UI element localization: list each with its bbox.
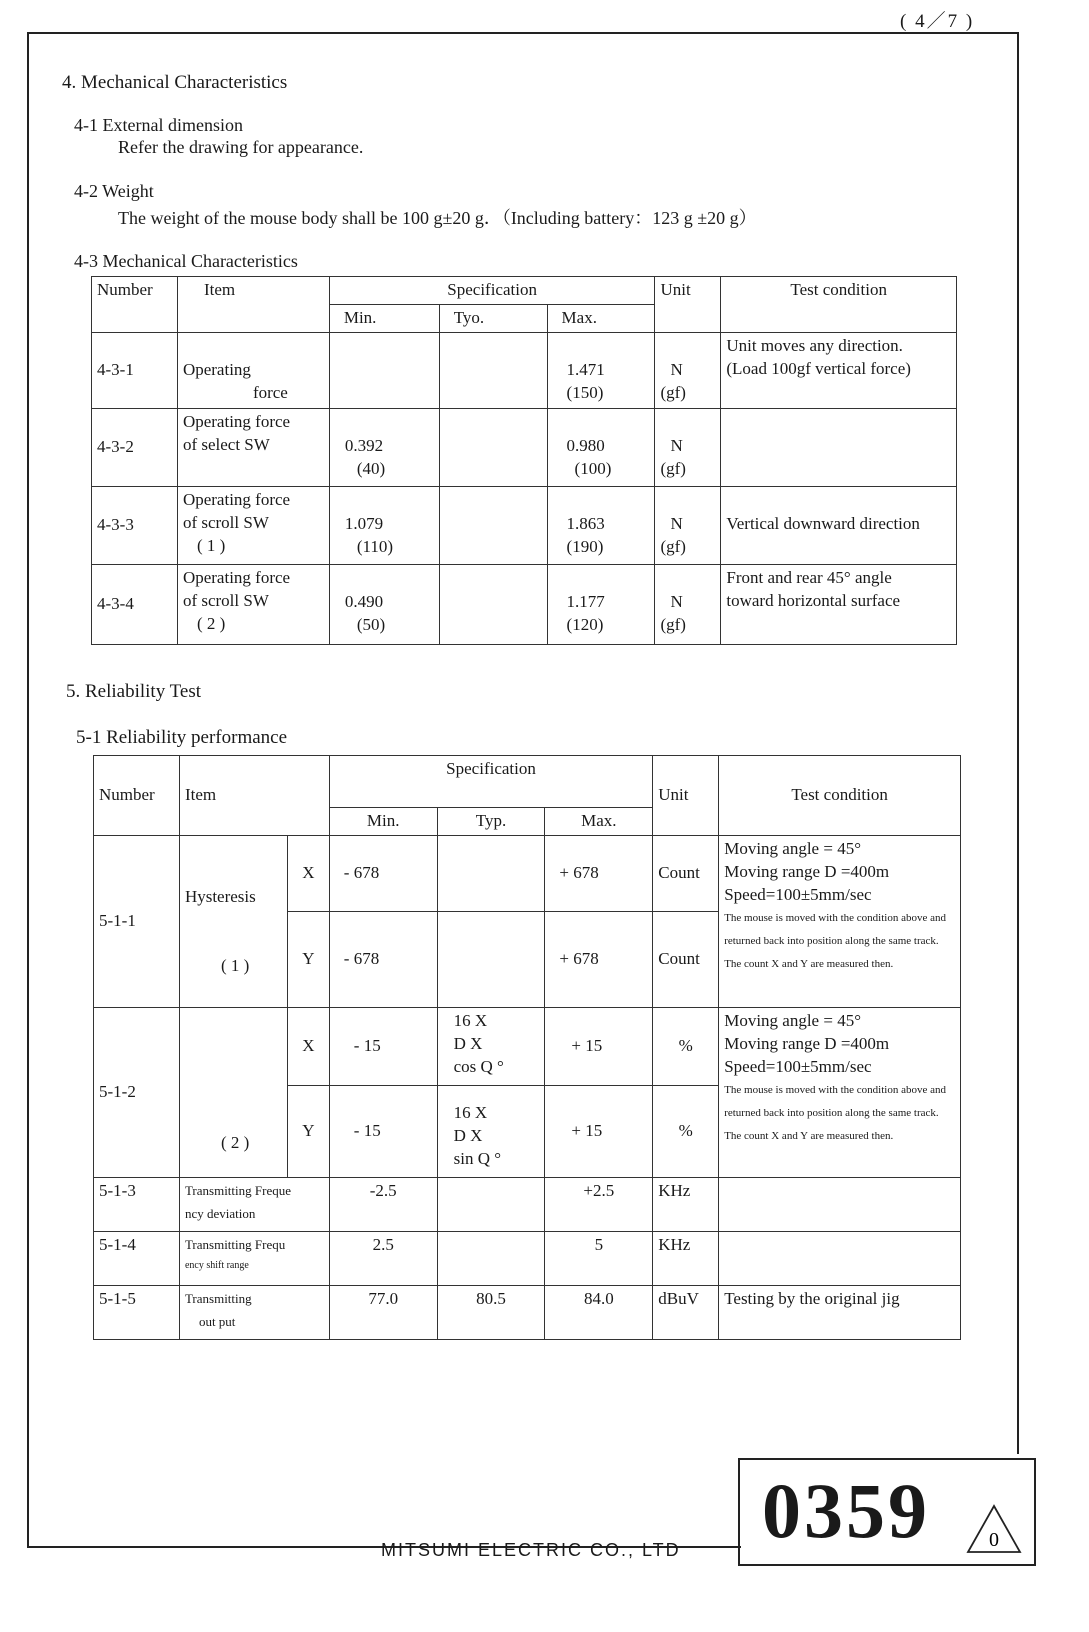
row-min: 77.0 — [329, 1285, 437, 1339]
section-5-title: 5. Reliability Test — [66, 681, 202, 702]
row-unit-x: % — [653, 1007, 719, 1085]
header-min: Min. — [329, 304, 439, 332]
header-number: Number — [92, 277, 178, 333]
row-max: 1.471 (150) — [547, 332, 655, 408]
header-typ: Typ. — [437, 808, 545, 836]
row-test-condition — [719, 1177, 961, 1231]
table-row — [94, 1285, 961, 1339]
row-min-x: - 678 — [329, 835, 437, 911]
company-name: MITSUMI ELECTRIC CO., LTD — [381, 1540, 681, 1560]
row-typ — [439, 564, 547, 644]
row-test-condition — [721, 408, 957, 486]
row-typ — [439, 408, 547, 486]
row-test-condition: Unit moves any direction. (Load 100gf vertical force) — [721, 332, 957, 408]
row-min: 1.079 (110) — [329, 486, 439, 564]
row-unit: N (gf) — [655, 486, 721, 564]
table-row — [92, 486, 957, 564]
row-max-x: + 678 — [545, 835, 653, 911]
header-specification: Specification — [329, 277, 655, 305]
row-test-condition: Testing by the original jig — [719, 1285, 961, 1339]
row-max: 84.0 — [545, 1285, 653, 1339]
row-item: Transmitting Freque ncy deviation — [179, 1177, 329, 1231]
row-axis-y: Y — [287, 911, 329, 1007]
row-item: Operating force of select SW — [177, 408, 329, 486]
row-unit: KHz — [653, 1177, 719, 1231]
row-min: 0.392 (40) — [329, 408, 439, 486]
reliability-performance-table — [93, 755, 961, 1340]
section-4-3-title: 4-3 Mechanical Characteristics — [74, 251, 298, 271]
header-test-condition: Test condition — [721, 277, 957, 333]
section-4-2-text: The weight of the mouse body shall be 100 g±20 g．（Including battery：123 g ±20 g） — [118, 208, 757, 228]
row-number: 5-1-1 — [94, 835, 180, 1007]
row-number: 5-1-4 — [94, 1231, 180, 1285]
header-min: Min. — [329, 808, 437, 836]
row-max-x: + 15 — [545, 1007, 653, 1085]
table-row — [92, 332, 957, 408]
row-max-y: + 15 — [545, 1085, 653, 1177]
row-unit: N (gf) — [655, 564, 721, 644]
row-number: 4-3-2 — [92, 408, 178, 486]
frame-left-border — [27, 32, 29, 1546]
revision-number: 0 — [989, 1529, 999, 1551]
header-item: Item — [177, 277, 329, 333]
header-item: Item — [179, 756, 329, 836]
row-typ — [437, 1177, 545, 1231]
row-typ-x: 16 X D X cos Q ° — [437, 1007, 545, 1085]
row-item: Operating force of scroll SW ( 2 ) — [177, 564, 329, 644]
row-typ: 80.5 — [437, 1285, 545, 1339]
row-axis-y: Y — [287, 1085, 329, 1177]
row-item: Transmitting Frequ ency shift range — [179, 1231, 329, 1285]
section-5-1-title: 5-1 Reliability performance — [76, 727, 288, 748]
row-test-condition: Vertical downward direction — [721, 486, 957, 564]
row-unit: N (gf) — [655, 408, 721, 486]
row-axis-x: X — [287, 1007, 329, 1085]
row-unit: N (gf) — [655, 332, 721, 408]
row-typ-x — [437, 835, 545, 911]
row-typ — [439, 332, 547, 408]
row-unit: KHz — [653, 1231, 719, 1285]
header-number: Number — [94, 756, 180, 836]
row-number: 5-1-3 — [94, 1177, 180, 1231]
row-min: 2.5 — [329, 1231, 437, 1285]
table-row — [92, 564, 957, 644]
row-typ-y — [437, 911, 545, 1007]
section-4-2-title: 4-2 Weight — [74, 181, 154, 201]
row-min-x: - 15 — [329, 1007, 437, 1085]
row-max: 5 — [545, 1231, 653, 1285]
revision-triangle-icon — [966, 1502, 1022, 1554]
row-min: -2.5 — [329, 1177, 437, 1231]
header-unit: Unit — [655, 277, 721, 333]
header-max: Max. — [545, 808, 653, 836]
page-number: ( 4／7 ) — [900, 11, 975, 32]
row-max-y: + 678 — [545, 911, 653, 1007]
row-number: 4-3-3 — [92, 486, 178, 564]
row-min-y: - 678 — [329, 911, 437, 1007]
mechanical-characteristics-table — [91, 276, 957, 645]
row-unit: dBuV — [653, 1285, 719, 1339]
document-number-box — [738, 1458, 1036, 1566]
row-test-condition: Front and rear 45° angle toward horizontal surface — [721, 564, 957, 644]
row-typ — [439, 486, 547, 564]
section-4-title: 4. Mechanical Characteristics — [62, 72, 288, 93]
header-unit: Unit — [653, 756, 719, 836]
row-min — [329, 332, 439, 408]
row-max: 0.980 (100) — [547, 408, 655, 486]
frame-top-border — [27, 32, 1017, 34]
table-row — [92, 408, 957, 486]
table-header-row — [92, 277, 957, 305]
section-4-1-text: Refer the drawing for appearance. — [118, 137, 364, 157]
table-row — [94, 835, 961, 911]
document-number: 0359 — [762, 1467, 930, 1554]
frame-right-border — [1017, 32, 1019, 1454]
row-item: Operating force of scroll SW ( 1 ) — [177, 486, 329, 564]
row-typ-y: 16 X D X sin Q ° — [437, 1085, 545, 1177]
table-row — [94, 1231, 961, 1285]
row-number: 5-1-5 — [94, 1285, 180, 1339]
row-test-condition — [719, 1231, 961, 1285]
row-min-y: - 15 — [329, 1085, 437, 1177]
section-4-1-title: 4-1 External dimension — [74, 115, 243, 135]
row-test-condition: Moving angle = 45° Moving range D =400m Speed=100±5mm/sec The mouse is moved with the condition above and returned back into position along the same track. The count X and Y are measured then. — [719, 1007, 961, 1177]
row-item: Hysteresis ( 1 ) — [179, 835, 287, 1007]
table-header-row — [94, 756, 961, 808]
table-row — [94, 1177, 961, 1231]
row-axis-x: X — [287, 835, 329, 911]
header-test-condition: Test condition — [719, 756, 961, 836]
header-specification: Specification — [329, 756, 652, 808]
row-item: Operating force — [177, 332, 329, 408]
row-test-condition: Moving angle = 45° Moving range D =400m Speed=100±5mm/sec The mouse is moved with the condition above and returned back into position along the same track. The count X and Y are measured then. — [719, 835, 961, 1007]
table-row — [94, 1007, 961, 1085]
header-typ: Tyo. — [439, 304, 547, 332]
row-min: 0.490 (50) — [329, 564, 439, 644]
row-max: 1.863 (190) — [547, 486, 655, 564]
row-number: 4-3-4 — [92, 564, 178, 644]
row-max: +2.5 — [545, 1177, 653, 1231]
header-max: Max. — [547, 304, 655, 332]
row-item: ( 2 ) — [179, 1007, 287, 1177]
row-unit-y: Count — [653, 911, 719, 1007]
row-unit-x: Count — [653, 835, 719, 911]
row-unit-y: % — [653, 1085, 719, 1177]
row-number: 4-3-1 — [92, 332, 178, 408]
row-number: 5-1-2 — [94, 1007, 180, 1177]
row-typ — [437, 1231, 545, 1285]
row-max: 1.177 (120) — [547, 564, 655, 644]
row-item: Transmitting out put — [179, 1285, 329, 1339]
